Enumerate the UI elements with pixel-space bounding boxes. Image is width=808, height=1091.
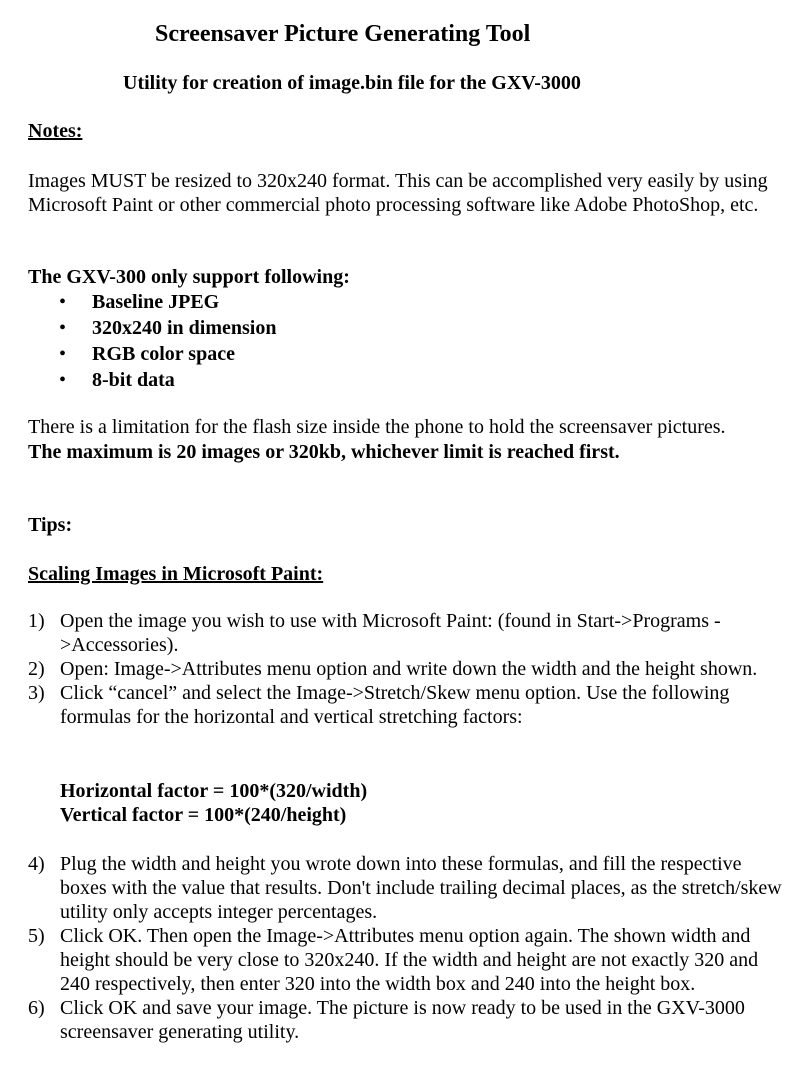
list-item [28,996,788,1044]
step-text: Click OK and save your image. The picture is now ready to be used in the GXV-3000 screensaver generating utility. [60,997,745,1043]
page-subtitle: Utility for creation of image.bin file for the GXV-3000 [123,72,581,94]
list-item: • 320x240 in dimension [28,316,276,342]
formula-horizontal: Horizontal factor = 100*(320/width) [60,780,368,802]
step-number: 4) [28,853,45,875]
step-text: Click “cancel” and select the Image->Stretch/Skew menu option. Use the following formulas for the horizontal and vertical stretching factors: [60,682,730,728]
list-item [28,924,788,996]
limitation-text: There is a limitation for the flash size inside the phone to hold the screensaver pictures. [28,416,726,438]
list-item: • RGB color space [28,342,276,368]
list-item [28,681,788,729]
list-item [28,852,788,924]
list-item: • 8-bit data [28,368,276,394]
notes-paragraph: Images MUST be resized to 320x240 format. This can be accomplished very easily by using Microsoft Paint or other commercial photo processing software like Adobe PhotoShop, etc. [28,170,768,216]
support-heading: The GXV-300 only support following: [28,266,350,288]
list-item: • Baseline JPEG [28,290,276,316]
step-text: Plug the width and height you wrote down into these formulas, and fill the respective boxes with the value that results. Don't include trailing decimal places, as the stretch/skew utility only accepts integer percentages. [60,853,782,923]
scaling-heading: Scaling Images in Microsoft Paint: [28,563,324,585]
step-number: 5) [28,925,45,947]
page-title: Screensaver Picture Generating Tool [155,21,531,47]
formula-vertical: Vertical factor = 100*(240/height) [60,804,347,826]
step-text: Click OK. Then open the Image->Attributes menu option again. The shown width and height should be very close to 320x240. If the width and height are not exactly 320 and 240 respectively, then enter 320 into the width box and 240 into the height box. [60,925,759,995]
steps-list-part2 [28,852,788,1044]
step-text: Open: Image->Attributes menu option and write down the width and the height shown. [60,658,758,680]
list-item [28,609,788,657]
limitation-bold-text: The maximum is 20 images or 320kb, whichever limit is reached first. [28,441,620,463]
steps-list-part1 [28,609,788,729]
step-text: Open the image you wish to use with Microsoft Paint: (found in Start->Programs ->Accessories). [60,610,721,656]
support-list [28,290,276,394]
list-item [28,657,788,681]
step-number: 6) [28,997,45,1019]
step-number: 3) [28,682,45,704]
step-number: 2) [28,658,45,680]
step-number: 1) [28,610,45,632]
tips-heading: Tips: [28,514,73,536]
notes-heading: Notes: [28,120,83,142]
